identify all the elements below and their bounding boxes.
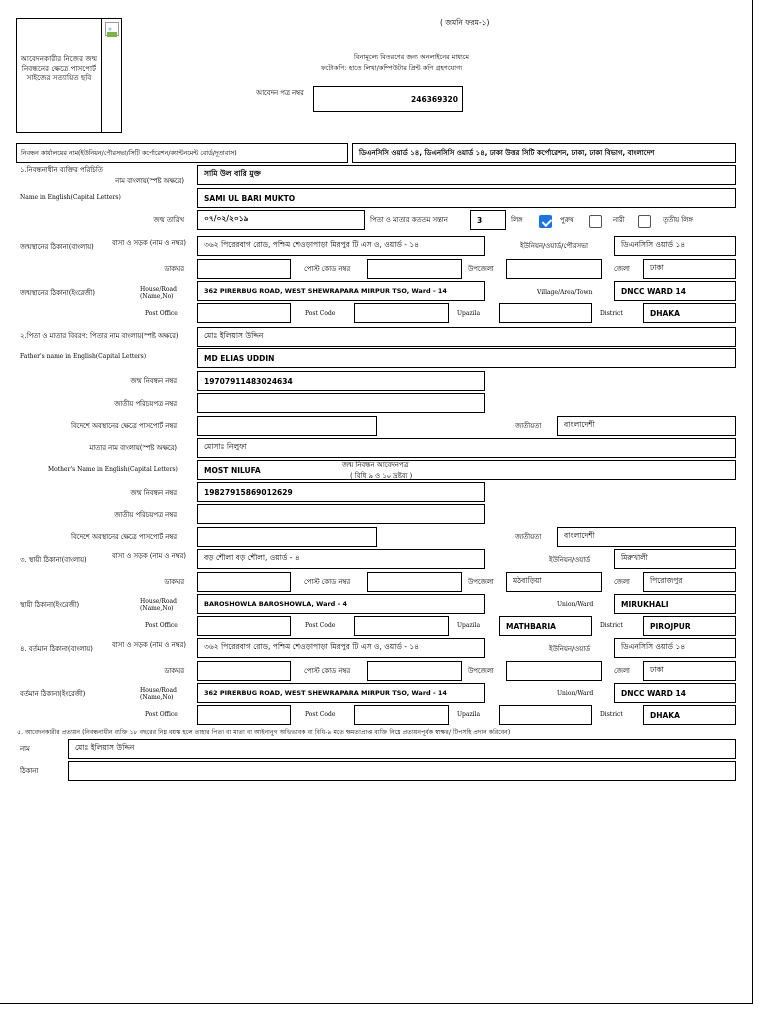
present-po-en-label: Post Office [145, 711, 178, 718]
father-nationality-label: জাতীয়তা [515, 422, 542, 430]
mother-nationality-label: জাতীয়তা [515, 533, 542, 541]
permanent-house-bn-label: বাসা ও সড়ক (নাম ও নম্বর) [111, 552, 186, 560]
birthplace-upazila-field[interactable] [506, 259, 602, 279]
mother-nationality-field[interactable]: বাংলাদেশী [557, 527, 736, 547]
present-union-en-field[interactable]: DNCC WARD 14 [614, 683, 736, 703]
gender-female-checkbox[interactable] [589, 215, 602, 228]
mother-nid-field[interactable] [197, 504, 485, 524]
name-bn-label: নাম বাংলায়(স্পষ্ট অক্ষরে) [115, 177, 184, 185]
notice-line-2: ফটোকপি: হাতে লিখা/কম্পিউটার প্রিন্ট কপি গ্রহণযোগ্য [321, 64, 463, 72]
permanent-po-en-field[interactable] [197, 616, 291, 636]
present-upazila-field[interactable] [506, 661, 602, 681]
permanent-district-field[interactable]: পিরোজপুর [643, 572, 736, 592]
photo-caption: আবেদনকারীর নিজের জন্ম নিবন্ধনের ক্ষেত্রে পাসপোর্ট সাইজের সত্যায়িত ছবি [20, 54, 98, 82]
present-district-en-field[interactable]: DHAKA [643, 705, 736, 725]
father-name-en-label: Father's name in English(Capital Letters) [20, 353, 147, 360]
gender-third-label: তৃতীয় লিঙ্গ [663, 216, 693, 224]
permanent-district-en-field[interactable]: PIROJPUR [643, 616, 736, 636]
present-po-en-field[interactable] [197, 705, 291, 725]
permanent-district-label: জেলা [614, 578, 630, 586]
application-number-label: আবেদন পত্র নম্বর [256, 89, 304, 97]
birthplace-village-field[interactable]: DNCC WARD 14 [614, 281, 736, 301]
birthplace-house-en-label: House/Road (Name,No) [140, 286, 177, 300]
mother-nid-label: জাতীয় পরিচয়পত্র নম্বর [114, 511, 177, 519]
birthplace-upazila-en-label: Upazila [457, 310, 481, 317]
permanent-postcode-en-label: Post Code [305, 622, 336, 629]
birthplace-village-label: Village/Area/Town [537, 289, 593, 296]
birthplace-postcode-field[interactable] [367, 259, 462, 279]
present-po-field[interactable] [197, 661, 291, 681]
present-house-bn-field[interactable]: ৩৬২ পিরেরবাগ রোড, পশ্চিম শেওড়াপাড়া মিরপুর টি এস ও, ওয়ার্ড - ১৪ [197, 638, 485, 658]
permanent-house-en-field[interactable]: BAROSHOWLA BAROSHOWLA, Ward - 4 [197, 594, 485, 614]
father-passport-label: বিদেশে অবস্থানের ক্ষেত্রে পাসপোর্ট নম্বর [71, 422, 177, 430]
birthplace-postcode-en-field[interactable] [354, 303, 449, 323]
present-en-label: বর্তমান ঠিকানা(ইংরেজী) [20, 690, 86, 698]
gender-male-label: পুরুষ [560, 216, 574, 224]
present-upazila-en-label: Upazila [457, 711, 481, 718]
birth-order-label: পিতা ও মাতার কততম সন্তান [370, 216, 448, 224]
present-district-en-label: District [600, 711, 623, 718]
father-name-en-field[interactable]: MD ELIAS UDDIN [197, 348, 736, 368]
office-label-box [16, 143, 348, 163]
applicant-name-label: নাম [20, 745, 30, 753]
birthplace-union-field[interactable]: ডিএনসিসি ওয়ার্ড ১৪ [614, 236, 736, 256]
form-note-line-1: জন্ম নিবন্ধন আবেদনপত্র [342, 461, 409, 469]
mother-name-bn-field[interactable]: মোসাঃ নিলুফা [197, 438, 736, 458]
father-nid-label: জাতীয় পরিচয়পত্র নম্বর [114, 400, 177, 408]
form-number: ( জমনি ফরম-১) [440, 18, 490, 27]
gender-female-label: নারী [613, 216, 625, 224]
office-field[interactable]: ডিএনসিসি ওয়ার্ড ১৪, ডিএনসিসি ওয়ার্ড ১৪, ঢাকা উত্তর সিটি কর্পোরেশন, ঢাকা, ঢাকা বিভাগ, বাংলাদেশ [352, 143, 736, 163]
notice-line-1: বিনামূল্যে বিতরণের জন্য অনলাইনের মাধ্যমে [354, 53, 470, 61]
birthplace-district-en-field[interactable]: DHAKA [643, 303, 736, 323]
name-bn-field[interactable]: সামি উল বারি মুক্ত [197, 165, 736, 185]
permanent-bn-label: ৩. স্থায়ী ঠিকানা(বাংলায়) [20, 556, 87, 564]
father-section-label: ২.পিতা ও মাতার বিবরণ: পিতার নাম বাংলায়(স্পষ্ট অক্ষরে) [20, 332, 179, 340]
permanent-postcode-label: পোস্ট কোড নম্বর [304, 578, 351, 586]
name-en-field[interactable]: SAMI UL BARI MUKTO [197, 188, 736, 208]
permanent-po-en-label: Post Office [145, 622, 178, 629]
permanent-upazila-en-label: Upazila [457, 622, 481, 629]
birthplace-po-field[interactable] [197, 259, 291, 279]
present-postcode-label: পোস্ট কোড নম্বর [304, 667, 351, 675]
mother-passport-field[interactable] [197, 527, 377, 547]
mother-brn-label: জন্ম নিবন্ধন নম্বর [130, 489, 177, 497]
present-union-field[interactable]: ডিএনসিসি ওয়ার্ড ১৪ [614, 638, 736, 658]
father-brn-field[interactable]: 19707911483024634 [197, 371, 485, 391]
permanent-house-en-label: House/Road (Name,No) [140, 598, 177, 612]
permanent-union-field[interactable]: মিরুখালী [614, 549, 736, 569]
birthplace-bn-label: জন্মস্থানের ঠিকানা(বাংলায়) [20, 243, 94, 251]
birthplace-po-en-label: Post Office [145, 310, 178, 317]
father-nid-field[interactable] [197, 393, 485, 413]
birthplace-en-label: জন্মস্থানের ঠিকানা(ইংরেজী) [20, 289, 95, 297]
present-po-label: ডাকঘর [164, 667, 184, 675]
permanent-en-label: স্থায়ী ঠিকানা(ইংরেজী) [20, 601, 80, 609]
gender-male-checkbox[interactable] [539, 215, 552, 228]
application-number-field[interactable]: 246369320 [313, 86, 463, 112]
birthplace-po-label: ডাকঘর [164, 265, 184, 273]
permanent-house-bn-field[interactable]: বড় শৌলা বড় শৌলা, ওয়ার্ড - ৪ [197, 549, 485, 569]
permanent-union-label: ইউনিয়ন/ওয়ার্ড [549, 556, 591, 564]
form-note-line-2: ( বিধি ৯ ও ১০ দ্রষ্টব্য ) [350, 472, 413, 480]
permanent-po-label: ডাকঘর [164, 578, 184, 586]
father-brn-label: জন্ম নিবন্ধন নম্বর [130, 377, 177, 385]
dob-field[interactable]: ০৭/০২/২০১৯ [197, 210, 365, 230]
birthplace-house-en-field[interactable]: 362 PIRERBUG ROAD, WEST SHEWRAPARA MIRPUR TSO, Ward - 14 [197, 281, 485, 301]
father-passport-field[interactable] [197, 416, 377, 436]
dob-label: জন্ম তারিখ [153, 216, 184, 224]
name-en-label: Name in English(Capital Letters) [20, 194, 121, 201]
birthplace-district-field[interactable]: ঢাকা [643, 259, 736, 279]
present-upazila-en-field[interactable] [499, 705, 592, 725]
present-district-field[interactable]: ঢাকা [643, 661, 736, 681]
permanent-po-field[interactable] [197, 572, 291, 592]
permanent-union-en-field[interactable]: MIRUKHALI [614, 594, 736, 614]
photo-box [16, 18, 122, 133]
present-bn-label: ৪. বর্তমান ঠিকানা(বাংলায়) [20, 645, 93, 653]
permanent-upazila-en-field[interactable]: MATHBARIA [499, 616, 592, 636]
father-nationality-field[interactable]: বাংলাদেশী [557, 416, 736, 436]
present-postcode-en-label: Post Code [305, 711, 336, 718]
present-postcode-en-field[interactable] [354, 705, 449, 725]
present-union-label: ইউনিয়ন/ওয়ার্ড [549, 645, 591, 653]
mother-name-en-field[interactable]: MOST NILUFA [197, 460, 736, 480]
birth-order-field[interactable]: 3 [470, 210, 506, 230]
applicant-address-label: ঠিকানা [20, 767, 39, 775]
applicant-address-field[interactable] [68, 761, 736, 781]
present-union-en-label: Union/Ward [557, 690, 594, 697]
birthplace-po-en-field[interactable] [197, 303, 291, 323]
mother-brn-field[interactable]: 19827915869012629 [197, 482, 485, 502]
birthplace-house-bn-label: বাসা ও সড়ক (নাম ও নম্বর) [111, 239, 186, 247]
birthplace-district-label: জেলা [614, 265, 630, 273]
photo-inner-line [101, 19, 102, 132]
office-label: নিবন্ধন কার্যালয়ের নাম(ইউনিয়ন/পৌরসভা/সিটি কর্পোরেশন/ক্যান্টনমেন্ট বোর্ড/দূতাবাস) [21, 149, 237, 157]
person-section-label: ১.নিবন্ধনাধীন ব্যক্তির পরিচিতি [20, 166, 103, 174]
broken-image-icon [105, 22, 119, 36]
birthplace-postcode-en-label: Post Code [305, 310, 336, 317]
present-house-en-label: House/Road (Name,No) [140, 687, 177, 701]
present-house-en-field[interactable]: 362 PIRERBUG ROAD, WEST SHEWRAPARA MIRPUR TSO, Ward - 14 [197, 683, 485, 703]
gender-third-checkbox[interactable] [638, 215, 651, 228]
birthplace-union-label: ইউনিয়ন/ওয়ার্ড/পৌরসভা [520, 242, 589, 250]
father-name-bn-field[interactable]: মোঃ ইলিয়াস উদ্দিন [197, 327, 736, 347]
birthplace-house-bn-field[interactable]: ৩৬২ পিরেরবাগ রোড, পশ্চিম শেওড়াপাড়া মিরপুর টি এস ও, ওয়ার্ড - ১৪ [197, 236, 485, 256]
birthplace-district-en-label: District [600, 310, 623, 317]
mother-name-bn-label: মাতার নাম বাংলায়(স্পষ্ট অক্ষরে) [89, 444, 177, 452]
permanent-union-en-label: Union/Ward [557, 601, 594, 608]
birthplace-postcode-label: পোস্ট কোড নম্বর [304, 265, 351, 273]
permanent-district-en-label: District [600, 622, 623, 629]
birthplace-upazila-label: উপজেলা [468, 265, 494, 273]
permanent-upazila-label: উপজেলা [468, 578, 494, 586]
applicant-section-label: ৫. আবেদনকারীর প্রত্যয়ন (নিবন্ধনাধীন ব্যক্তি ১৮ বছরের নিম্ন বয়স্ক হলে তাহার পিতা বা মাতা বা আইনানুগ অভিভাবক বা বিধি-৯ মতে ক্ষমতাপ্রাপ্ত ব্যক্তি নিম্নে প্রত্যয়নপূর্বক স্বাক্ষর/ টিপসহি প্রদান করিবেন) [17, 729, 511, 736]
gender-label: লিঙ্গ [511, 216, 523, 224]
mother-name-en-label: Mother's Name in English(Capital Letters) [48, 466, 178, 473]
present-house-bn-label: বাসা ও সড়ক (নাম ও নম্বর) [111, 641, 186, 649]
mother-passport-label: বিদেশে অবস্থানের ক্ষেত্রে পাসপোর্ট নম্বর [71, 533, 177, 541]
permanent-postcode-en-field[interactable] [354, 616, 449, 636]
permanent-upazila-field[interactable]: মঠবাড়িয়া [506, 572, 602, 592]
applicant-name-field[interactable]: মোঃ ইলিয়াস উদ্দিন [68, 739, 736, 759]
birthplace-upazila-en-field[interactable] [499, 303, 592, 323]
present-district-label: জেলা [614, 667, 630, 675]
present-upazila-label: উপজেলা [468, 667, 494, 675]
present-postcode-field[interactable] [367, 661, 462, 681]
permanent-postcode-field[interactable] [367, 572, 462, 592]
